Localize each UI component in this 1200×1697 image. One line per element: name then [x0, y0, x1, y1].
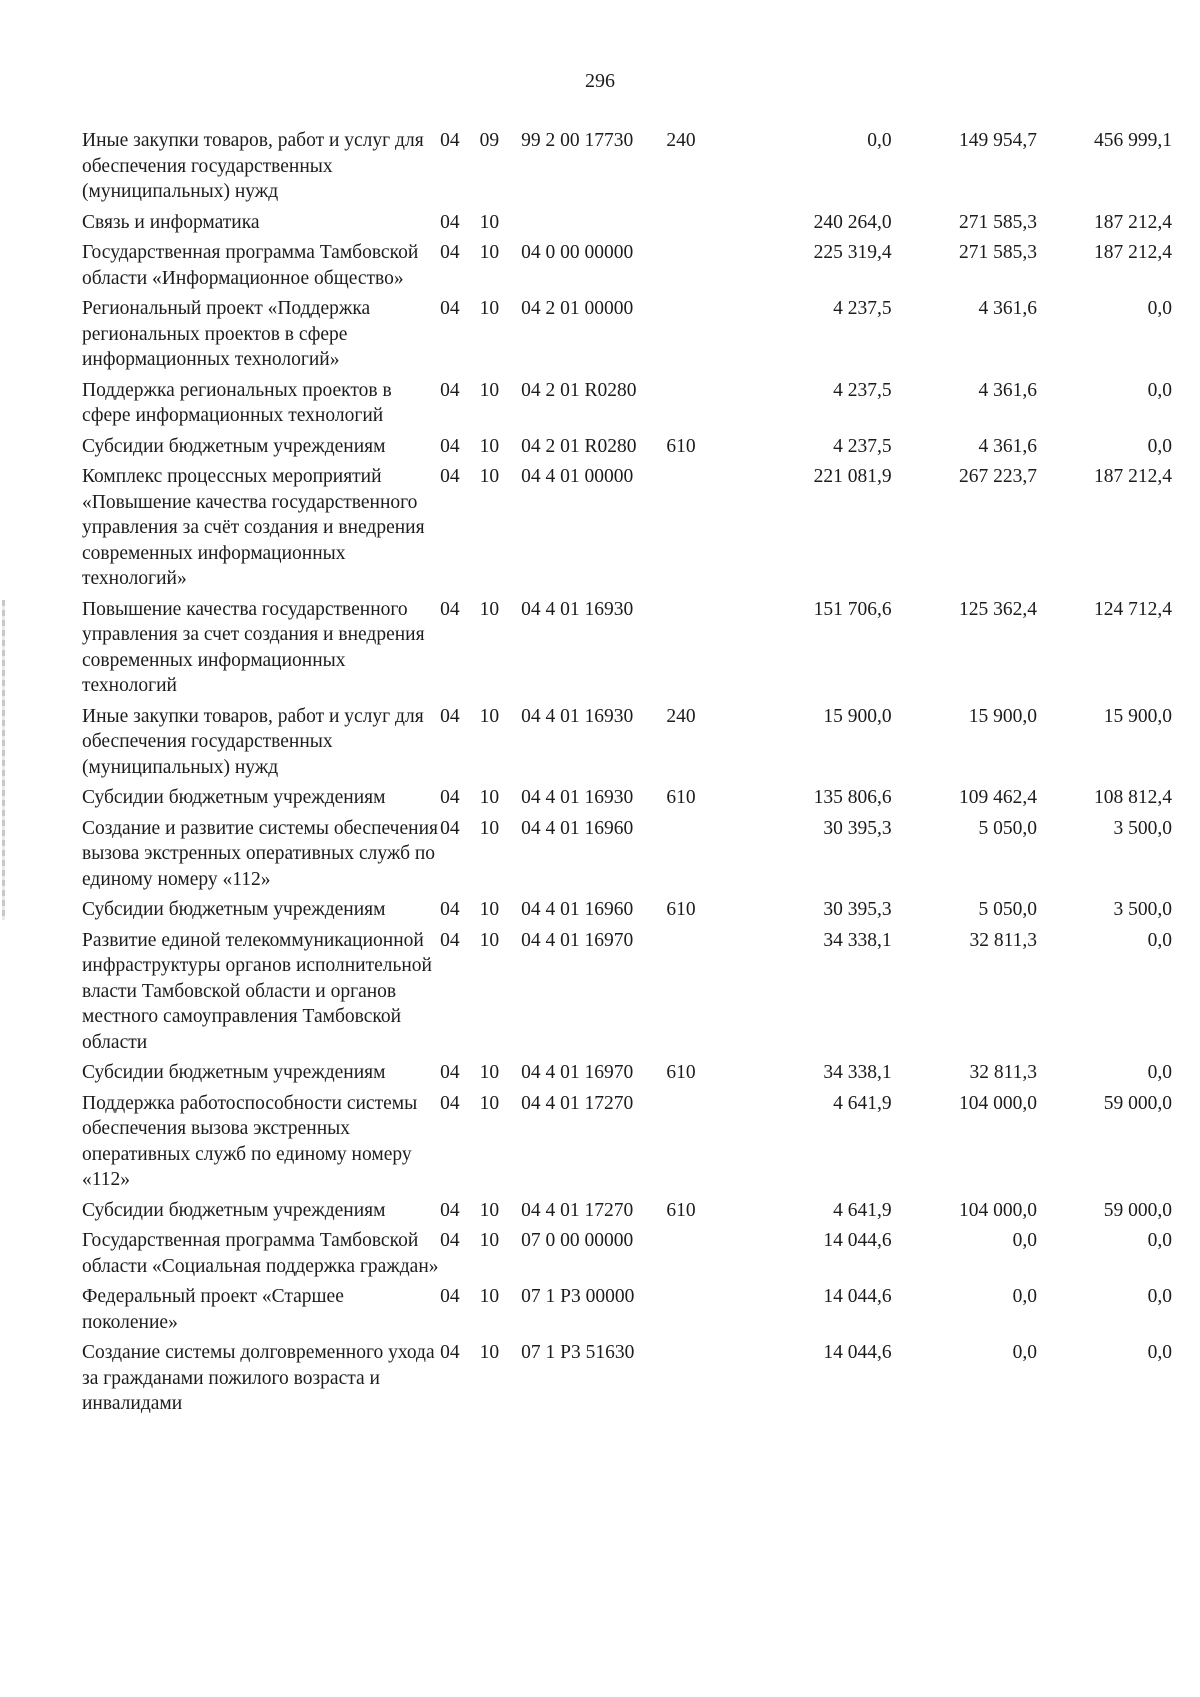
table-row: [82, 378, 1172, 434]
amount-year-2: 125 362,4: [959, 598, 1037, 620]
table-row: [82, 240, 1172, 296]
amount-year-2: 0,0: [1012, 1230, 1037, 1251]
budget-table: [82, 128, 1172, 1422]
amount-year-1: 34 338,1: [823, 1062, 892, 1083]
row-name: Создание и развитие системы обеспечения вызова экстренных оперативных служб по единому номеру «112»: [82, 817, 438, 890]
table-row: [82, 1091, 1172, 1198]
amount-year-3: 15 900,0: [1103, 705, 1172, 727]
amount-year-1: 240 264,0: [813, 211, 892, 233]
subsection-code: 10: [479, 1092, 500, 1114]
amount-year-3: 187 212,4: [1094, 211, 1172, 233]
section-code: 04: [440, 787, 460, 808]
row-name: Субсидии бюджетным учреждениям: [82, 787, 386, 808]
amount-year-3: 187 212,4: [1094, 242, 1172, 263]
row-name: Развитие единой телекоммуникационной инфраструктуры органов исполнительной власти Тамбовской области и органов местного самоуправления Тамбовской области: [82, 929, 432, 1053]
target-article-code: 07 1 P3 51630: [521, 1342, 635, 1363]
target-article-code: 04 4 01 16960: [521, 899, 634, 920]
amount-year-1: 225 319,4: [813, 242, 892, 263]
section-code: 04: [440, 929, 460, 951]
target-article-code: 04 2 01 00000: [521, 298, 634, 319]
subsection-code: 10: [479, 1286, 500, 1307]
expense-type-code: [666, 378, 730, 434]
target-article-code: 04 4 01 00000: [521, 466, 634, 487]
section-code: 04: [440, 1199, 460, 1221]
amount-year-3: 0,0: [1147, 1062, 1172, 1083]
target-article-code: 04 4 01 16930: [521, 787, 634, 808]
expense-type-code: 610: [666, 787, 696, 808]
amount-year-2: 4 361,6: [978, 435, 1037, 457]
target-article-code: 07 0 00 00000: [521, 1230, 634, 1251]
subsection-code: 10: [479, 1199, 500, 1221]
table-row: [82, 434, 1172, 465]
row-name: Поддержка работоспособности системы обеспечения вызова экстренных оперативных служб по единому номеру «112»: [82, 1092, 418, 1190]
amount-year-2: 32 811,3: [969, 929, 1037, 951]
row-name: Комплекс процессных мероприятий «Повышение качества государственного управления за счёт создания и внедрения современных информационных технологий»: [82, 466, 425, 589]
amount-year-3: 0,0: [1147, 929, 1172, 951]
row-name: Субсидии бюджетным учреждениям: [82, 899, 386, 920]
target-article-code: 04 4 01 16960: [521, 817, 634, 839]
expense-type-code: [666, 210, 730, 241]
amount-year-2: 0,0: [1012, 1342, 1037, 1363]
row-name: Связь и информатика: [82, 211, 260, 233]
row-name: Создание системы долговременного ухода за гражданами пожилого возраста и инвалидами: [82, 1342, 435, 1414]
amount-year-3: 0,0: [1147, 435, 1172, 457]
amount-year-3: 108 812,4: [1094, 787, 1172, 808]
amount-year-2: 149 954,7: [959, 130, 1037, 151]
amount-year-1: 30 395,3: [823, 899, 892, 920]
expense-type-code: 240: [666, 130, 696, 151]
amount-year-3: 3 500,0: [1113, 817, 1172, 839]
section-code: 04: [440, 1286, 460, 1307]
target-article-code: 04 0 00 00000: [521, 242, 634, 263]
section-code: 04: [440, 298, 460, 319]
section-code: 04: [440, 1342, 460, 1363]
table-row: [82, 296, 1172, 378]
amount-year-1: 4 641,9: [833, 1092, 892, 1114]
row-name: Иные закупки товаров, работ и услуг для обеспечения государственных (муниципальных) нужд: [82, 705, 424, 778]
target-article-code: 04 4 01 16970: [521, 1062, 634, 1083]
section-code: 04: [440, 130, 460, 151]
target-article-code: 04 4 01 16930: [521, 705, 634, 727]
amount-year-1: 14 044,6: [823, 1230, 892, 1251]
target-article-code: 04 4 01 17270: [521, 1092, 634, 1114]
expense-type-code: [666, 816, 730, 898]
scan-edge-artifact: [2, 600, 5, 920]
expense-type-code: [666, 1091, 730, 1198]
row-name: Повышение качества государственного управления за счет создания и внедрения современных информационных технологий: [82, 598, 425, 696]
row-name: Поддержка региональных проектов в сфере информационных технологий: [82, 379, 392, 426]
row-name: Субсидии бюджетным учреждениям: [82, 1062, 386, 1083]
subsection-code: 10: [479, 1062, 500, 1083]
amount-year-1: 135 806,6: [813, 787, 892, 808]
expense-type-code: 610: [666, 1062, 696, 1083]
amount-year-2: 104 000,0: [959, 1199, 1037, 1221]
expense-type-code: [666, 464, 730, 597]
amount-year-2: 0,0: [1012, 1286, 1037, 1307]
target-article-code: 04 4 01 17270: [521, 1199, 634, 1221]
amount-year-2: 109 462,4: [959, 787, 1037, 808]
amount-year-2: 5 050,0: [978, 817, 1037, 839]
subsection-code: 10: [479, 598, 500, 620]
section-code: 04: [440, 817, 460, 839]
expense-type-code: [666, 597, 730, 704]
table-row: [82, 704, 1172, 786]
section-code: 04: [440, 242, 460, 263]
expense-type-code: [666, 1228, 730, 1284]
amount-year-3: 59 000,0: [1103, 1092, 1172, 1114]
table-row: [82, 128, 1172, 210]
row-name: Государственная программа Тамбовской области «Информационное общество»: [82, 242, 419, 289]
page-number: 296: [585, 70, 615, 92]
row-name: Федеральный проект «Старшее поколение»: [82, 1286, 344, 1333]
target-article-code: 04 2 01 R0280: [521, 379, 637, 401]
amount-year-3: 0,0: [1147, 1286, 1172, 1307]
amount-year-3: 456 999,1: [1094, 130, 1172, 151]
table-row: [82, 1340, 1172, 1422]
target-article-code: 99 2 00 17730: [521, 130, 634, 151]
expense-type-code: 610: [666, 435, 696, 457]
amount-year-3: 0,0: [1147, 379, 1172, 401]
target-article-code: 04 2 01 R0280: [521, 435, 637, 457]
expense-type-code: [666, 240, 730, 296]
expense-type-code: [666, 928, 730, 1061]
amount-year-3: 59 000,0: [1103, 1199, 1172, 1221]
amount-year-1: 4 641,9: [833, 1199, 892, 1221]
subsection-code: 10: [479, 1342, 500, 1363]
table-row: [82, 897, 1172, 928]
target-article-code: 07 1 P3 00000: [521, 1286, 635, 1307]
section-code: 04: [440, 1062, 460, 1083]
row-name: Иные закупки товаров, работ и услуг для обеспечения государственных (муниципальных) нужд: [82, 130, 424, 202]
subsection-code: 10: [479, 787, 500, 808]
subsection-code: 10: [479, 705, 500, 727]
amount-year-3: 0,0: [1147, 1230, 1172, 1251]
section-code: 04: [440, 211, 460, 233]
expense-type-code: [666, 296, 730, 378]
amount-year-1: 14 044,6: [823, 1286, 892, 1307]
table-row: [82, 1198, 1172, 1229]
table-row: [82, 1284, 1172, 1340]
section-code: 04: [440, 705, 460, 727]
table-row: [82, 210, 1172, 241]
amount-year-3: 124 712,4: [1094, 598, 1172, 620]
table-row: [82, 1060, 1172, 1091]
target-article-code: 04 4 01 16930: [521, 598, 634, 620]
table-row: [82, 816, 1172, 898]
section-code: 04: [440, 379, 460, 401]
amount-year-3: 0,0: [1147, 298, 1172, 319]
row-name: Государственная программа Тамбовской области «Социальная поддержка граждан»: [82, 1230, 439, 1277]
amount-year-2: 271 585,3: [959, 242, 1037, 263]
amount-year-1: 4 237,5: [833, 379, 892, 401]
expense-type-code: 610: [666, 899, 696, 920]
amount-year-2: 15 900,0: [968, 705, 1037, 727]
row-name: Субсидии бюджетным учреждениям: [82, 1199, 386, 1221]
amount-year-3: 187 212,4: [1094, 466, 1172, 487]
amount-year-2: 104 000,0: [959, 1092, 1037, 1114]
amount-year-1: 30 395,3: [823, 817, 892, 839]
row-name: Региональный проект «Поддержка региональных проектов в сфере информационных технологий»: [82, 298, 371, 370]
table-row: [82, 928, 1172, 1061]
subsection-code: 10: [479, 929, 500, 951]
section-code: 04: [440, 899, 460, 920]
amount-year-1: 14 044,6: [823, 1342, 892, 1363]
target-article-code: [521, 210, 666, 241]
amount-year-3: 0,0: [1147, 1342, 1172, 1363]
table-row: [82, 785, 1172, 816]
section-code: 04: [440, 1092, 460, 1114]
amount-year-3: 3 500,0: [1113, 899, 1172, 920]
amount-year-2: 32 811,3: [969, 1062, 1037, 1083]
target-article-code: 04 4 01 16970: [521, 929, 634, 951]
table-row: [82, 597, 1172, 704]
subsection-code: 10: [479, 466, 500, 487]
subsection-code: 10: [479, 298, 500, 319]
subsection-code: 10: [479, 211, 500, 233]
amount-year-1: 4 237,5: [833, 298, 892, 319]
subsection-code: 10: [479, 435, 500, 457]
expense-type-code: [666, 1284, 730, 1340]
amount-year-1: 4 237,5: [833, 435, 892, 457]
amount-year-2: 271 585,3: [959, 211, 1037, 233]
subsection-code: 10: [479, 817, 500, 839]
amount-year-2: 5 050,0: [978, 899, 1037, 920]
subsection-code: 10: [479, 1230, 500, 1251]
expense-type-code: [666, 1340, 730, 1422]
table-row: [82, 464, 1172, 597]
subsection-code: 10: [479, 242, 500, 263]
section-code: 04: [440, 466, 460, 487]
section-code: 04: [440, 1230, 460, 1251]
subsection-code: 10: [479, 379, 500, 401]
amount-year-1: 15 900,0: [823, 705, 892, 727]
amount-year-1: 0,0: [867, 130, 892, 151]
amount-year-1: 34 338,1: [823, 929, 892, 951]
amount-year-2: 4 361,6: [978, 379, 1037, 401]
section-code: 04: [440, 435, 460, 457]
expense-type-code: 240: [666, 705, 696, 727]
section-code: 04: [440, 598, 460, 620]
table-row: [82, 1228, 1172, 1284]
amount-year-2: 267 223,7: [959, 466, 1037, 487]
expense-type-code: 610: [666, 1199, 696, 1221]
amount-year-2: 4 361,6: [978, 298, 1037, 319]
row-name: Субсидии бюджетным учреждениям: [82, 435, 386, 457]
subsection-code: 10: [479, 899, 500, 920]
amount-year-1: 221 081,9: [813, 466, 892, 487]
amount-year-1: 151 706,6: [813, 598, 892, 620]
subsection-code: 09: [479, 130, 500, 151]
